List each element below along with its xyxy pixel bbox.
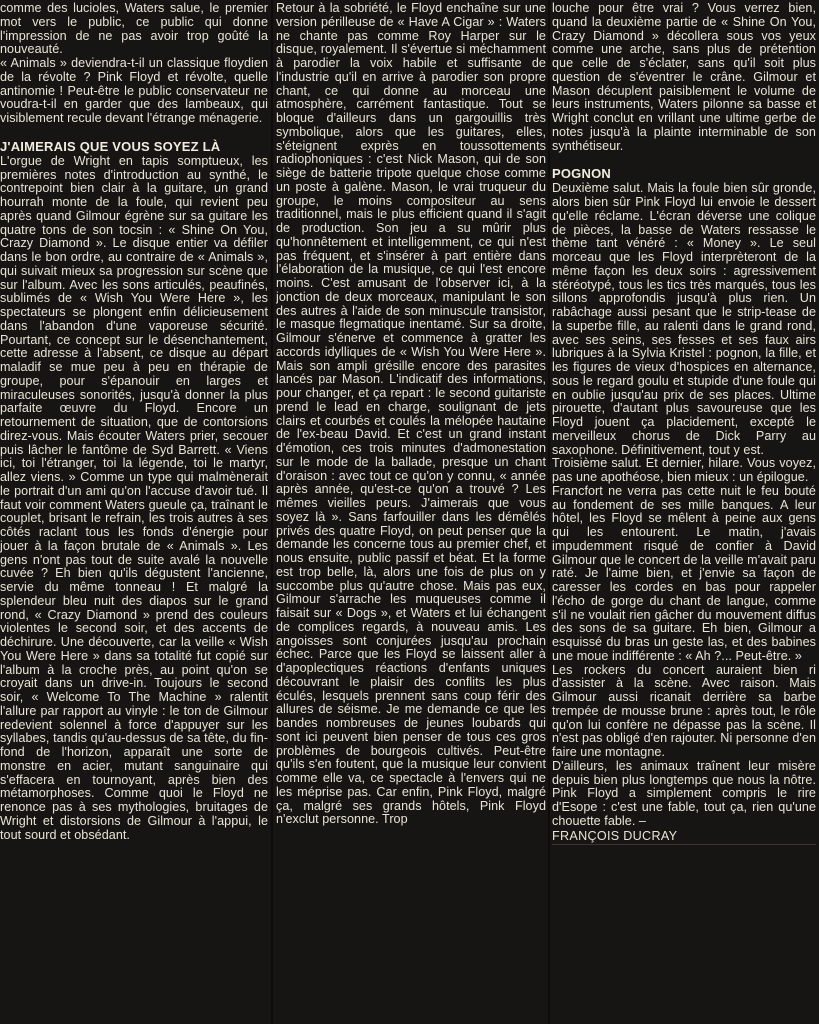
paragraph: louche pour être vrai ? Vous verrez bien, quand la deuxième partie de « Shine On You, Crazy Diamond » décollera sous vos yeux comme une arche, sans plus de prétention que celle de s'éclater, sans qu'il soit plus question de s'éventrer le crâne. Gilmour et Mason décuplent paisiblement le volume de leurs instruments, Waters pilonne sa basse et Wright conclut en vrillant une ultime gerbe de notes jusqu'à la plainte interminable de son synthétiseur. <box>552 1 816 153</box>
article-column-3 <box>552 0 816 1024</box>
signature-rule <box>552 844 816 845</box>
paragraph: Retour à la sobriété, le Floyd enchaîne sur une version périlleuse de « Have A Cigar » : Waters ne chante pas comme Roy Harper sur le disque, royalement. Il s'évertue si méchamment à parodier la voix habile et suffisante de l'industrie qu'il en arrive à parodier son propre chant, ce qui donne au morceau une atmosphère, carrément fantastique. Tout se bloque d'ailleurs dans un gargouillis très symbolique, alors que les guitares, elles, s'éteignent exprès en toussottements radiophoniques : c'est Nick Mason, qui de son siège de batterie tripote quelque chose comme un poste à galène. Mason, le vrai truqueur du groupe, le moins compositeur au sens traditionnel, mais le plus efficient quand il s'agit de production. Son jeu a su mûrir plus qu'honnêtement et intelligemment, ce qui n'est pas fréquent, et s'insérer à part entière dans l'élaboration de la musique, ce qui l'est encore moins. C'est amusant de l'observer ici, à la jonction de deux morceaux, manipulant le son des autres à l'aide de son minuscule transistor, le masque flegmatique inentamé. Sur sa droite, Gilmour s'énerve et commence à gratter les accords idylliques de « Wish You Were Here ». Mais son ampli grésille encore des parasites lancés par Mason. L'indicatif des informations, pour changer, et ça repart : le second guitariste prend le lead en charge, soulignant de jets clairs et courbés et coulés la mélopée hautaine de l'ex-beau David. Et c'est un grand instant d'émotion, ces trois minutes d'admonestation sur le mode de la ballade, presque un chant d'oraison : avec tout ce qu'on y connu, « année après année, qu'est-ce qu'on a trouvé ? Les mêmes vieilles peurs. J'aimerais que vous soyez là ». Sans farfouiller dans les démêlés privés des quatre Floyd, on peut penser que la demande les concerne tous au premier chef, et nous ensuite, public passif et béat. Et la forme est trop belle, là, alors une fois de plus on y succombe plus qu'autre chose. Mais pas eux, Gilmour s'arrache les muqueuses comme il faisait sur « Dogs », et Waters et lui échangent de complices regards, à nouveau amis. Les angoisses sont conjurées jusqu'au prochain échec. Parce que les Floyd se laissent aller à d'apoplectiques réactions d'enfants uniques découvrant le plaisir des conflits les plus éculés, lesquels prennent sans coup férir des allures de séisme. Je me demande ce que les bandes nombreuses de jeunes loubards qui sont ici peuvent bien penser de tous ces gros problèmes de bourgeois cultivés. Peut-être qu'ils s'en foutent, que la musique leur convient comme elle va, ce spectacle à l'envers qui ne les méprise pas. Car enfin, Pink Floyd, malgré ça, malgré ses grands hôtels, Pink Floyd n'exclut personne. Trop <box>276 1 546 827</box>
article-column-2 <box>276 0 546 1024</box>
paragraph: Troisième salut. Et dernier, hilare. Vous voyez, pas une apothéose, bien mieux : un épilogue. <box>552 456 816 484</box>
paragraph: L'orgue de Wright en tapis somptueux, les premières notes d'introduction au synthé, le contrepoint bien clair à la guitare, un grand hourrah monte de la foule, qui revient peu après quand Gilmour égrène sur sa guitare les quatre tons de son tocsin : « Shine On You, Crazy Diamond ». Le disque entier va défiler dans le bon ordre, au contraire de « Animals », qui suivait mieux sa progression sur scène que sur l'album. Avec les sons articulés, peaufinés, sublimés de « Wish You Were Here », les spectateurs se plongent enfin délicieusement dans l'abandon d'une vaporeuse sécurité. Pourtant, ce concept sur le désenchantement, cette adresse à l'absent, ce disque au départ maladif se mue peu à peu en thérapie de groupe, pour s'épanouir en larges et miraculeuses sonorités, jusqu'à donner la plus parfaite œuvre du Floyd. Encore un retournement de situation, que de contorsions direz-vous. Mais écouter Waters prier, secouer puis lâcher le fantôme de Syd Barrett. « Viens ici, toi l'étranger, toi la légende, toi le martyr, allez viens. » Comme un type qui malmènerait le portrait d'un ami qu'on l'accuse d'avoir tué. Il faut voir comment Waters gueule ça, traînant le couplet, brisant le refrain, les trois autres à ses côtés raclant tous les fonds d'énergie pour jouer à la façon brutale de « Animals ». Les gens n'ont pas tout de suite avalé la nouvelle cuvée ? Eh bien qu'ils dégustent l'ancienne, servie du même tonneau ! Et malgré la splendeur bleu nuit des diapos sur le grand rond, « Crazy Diamond » prend des couleurs violentes le second soir, et des accents de déchirure. Une découverte, car la veille « Wish You Were Here » dans sa totalité fut copié sur l'album à la croche près, au point qu'on se croyait dans un drive-in. Toujours le second soir, « Welcome To The Machine » ralentit l'allure par rapport au vinyle : le ton de Gilmour redevient solennel à force d'appuyer sur les syllabes, tandis qu'au-dessus de sa tête, du fin-fond de l'horizon, apparaît une sorte de monstre en acier, mutant sanguinaire qui s'effacera en tournoyant, après bien des métamorphoses. Comme quoi le Floyd ne renonce pas à ses mythologies, bruitages de Wright et distorsions de Gilmour à l'appui, le tout sourd et obsédant. <box>0 153 268 842</box>
column-gutter <box>548 0 550 1024</box>
article-column-1 <box>0 0 268 1024</box>
section-heading: POGNON <box>552 166 611 182</box>
section-heading: J'AIMERAIS QUE VOUS SOYEZ LÀ <box>0 138 221 154</box>
column-gutter <box>271 0 273 1024</box>
paragraph: Francfort ne verra pas cette nuit le feu bouté au fondement de ses mille banques. A leur hôtel, les Floyd se mêlent à peine aux gens qui les entourent. Le matin, j'avais impudemment risqué de confier à David Gilmour que le concert de la veille m'avait paru raté. Je l'aime bien, et j'envie sa façon de caresser les cordes en bas pour rappeler l'écho de gorge du chant de langue, comme s'il ne voulait rien gâcher du mouvement diffus des sons de sa guitare. Eh bien, Gilmour a esquissé du bras un geste las, et des babines une moue indifférente : « Ah ?... Peut-être. » <box>552 483 816 663</box>
paragraph: « Animals » deviendra-t-il un classique floydien de la révolte ? Pink Floyd et révolte, quelle antinomie ! Peut-être le public conservateur ne voudra-t-il en garder que des lambeaux, qui visiblement recule devant l'étrange ménagerie. <box>0 56 268 125</box>
author-signature: FRANÇOIS DUCRAY <box>552 828 678 843</box>
paragraph: D'ailleurs, les animaux traînent leur misère depuis bien plus longtemps que nous la nôtre. Pink Floyd a simplement compris le rire d'Esope : c'est une fable, tout ça, rien qu'une chouette fable. – <box>552 758 816 828</box>
paragraph: Les rockers du concert auraient bien ri d'assister à la scène. Avec raison. Mais Gilmour aussi ricanait derrière sa barbe trempée de mousse brune : après tout, le rôle qu'on lui confère ne dépasse pas la scène. Il n'est pas obligé d'en rajouter. Ni personne d'en faire une montagne. <box>552 662 816 759</box>
paragraph: comme des lucioles, Waters salue, le premier mot vers le public, ce public qui donne l'impression de ne pas avoir trop goûté la nouveauté. <box>0 1 268 57</box>
paragraph: Deuxième salut. Mais la foule bien sûr gronde, alors bien sûr Pink Floyd lui envoie le dessert qu'elle réclame. L'écran déverse une colique de pièces, la basse de Waters ressasse le thème tant vénéré : « Money ». Le seul morceau que les Floyd interprèteront de la même façon les deux soirs : agressivement stéréotypé, tous les tics très marqués, tous les sillons approfondis jusqu'à plus rien. Un rabâchage aussi pesant que le strip-tease de la superbe fille, au ralenti dans le grand rond, avec ses seins, ses fesses et ses faux airs lubriques à la Sylvia Kristel : pognon, la fille, et les figures de vieux d'hospices en alternance, sous le regard goulu et stupide d'une foule qui en oublie jusqu'au prix de ses places. Ultime pirouette, d'autant plus savoureuse que les Floyd jouent ça placidement, excepté le merveilleux chorus de Dick Parry au saxophone. Définitivement, tout y est. <box>552 181 816 457</box>
